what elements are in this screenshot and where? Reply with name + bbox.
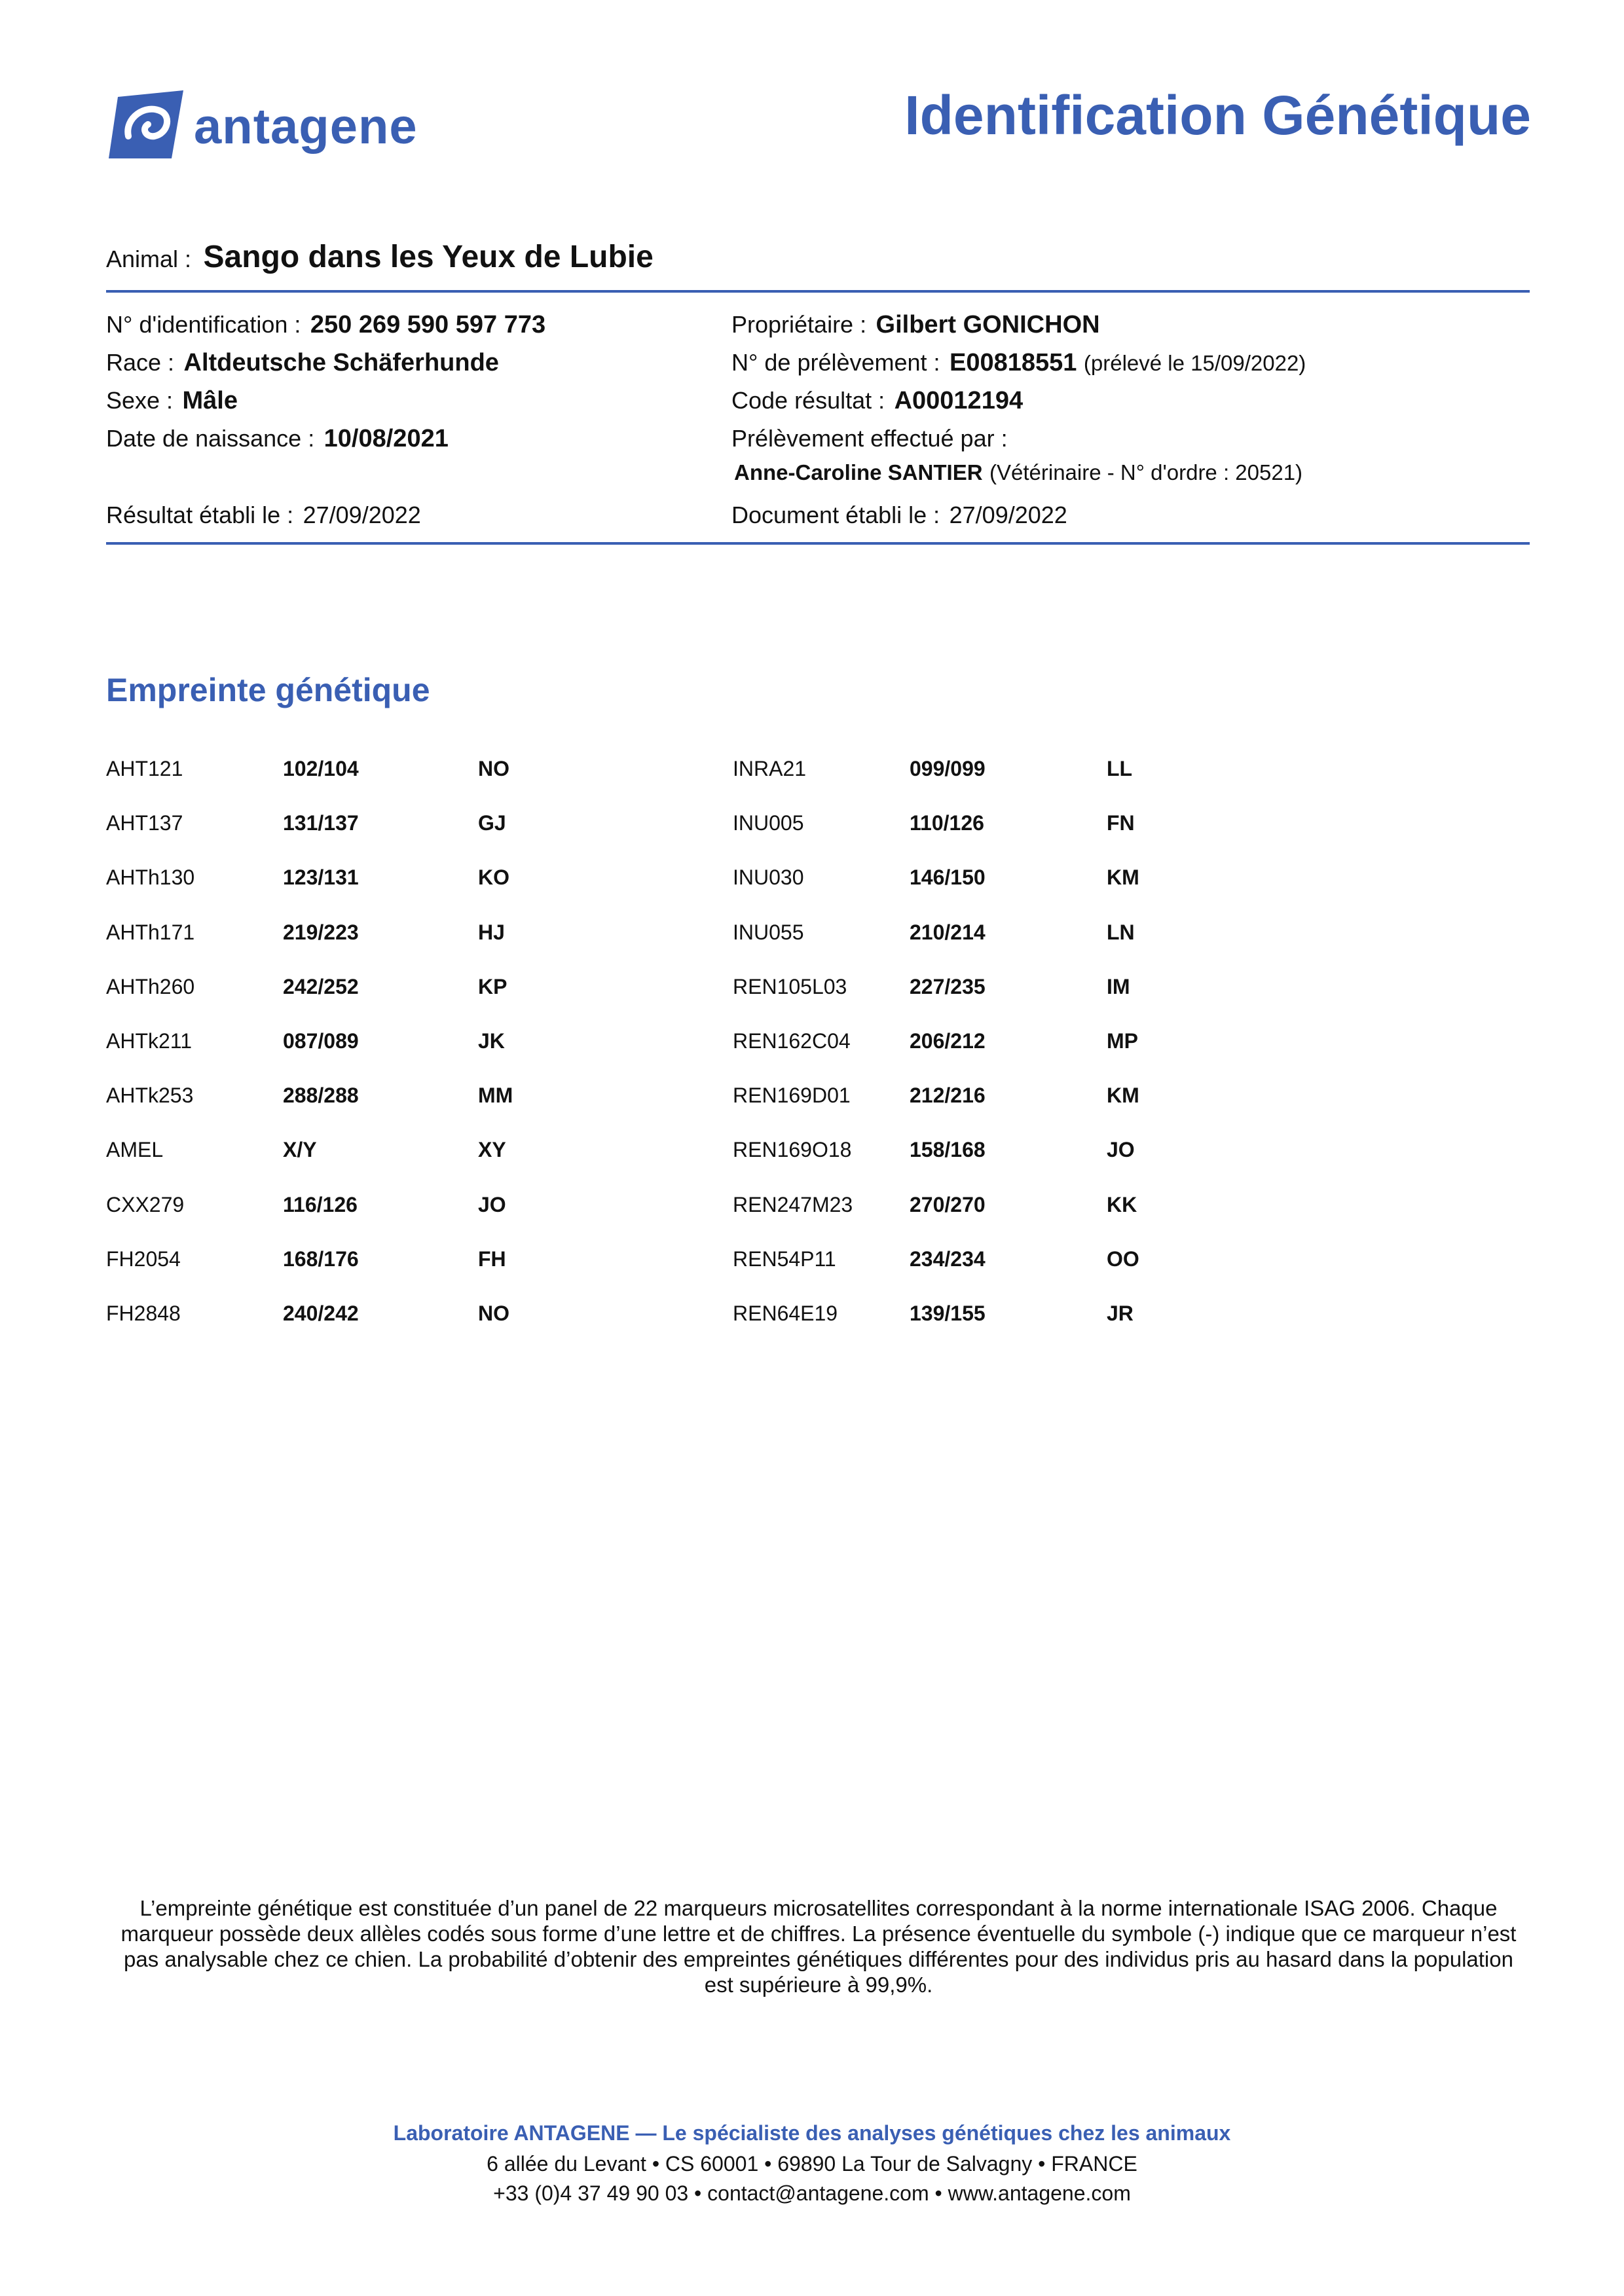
marker-alleles: 146/150 <box>910 866 986 889</box>
marker-marker: FH2054 <box>106 1247 181 1271</box>
sexe-label: Sexe : <box>106 387 174 414</box>
marker-code: KO <box>478 866 509 889</box>
vet-note: (Vétérinaire - N° d'ordre : 20521) <box>989 460 1303 484</box>
marker-code: KP <box>478 975 507 998</box>
marker-alleles: 288/288 <box>283 1084 359 1107</box>
result-date-value: 27/09/2022 <box>303 501 421 528</box>
marker-alleles: 242/252 <box>283 975 359 998</box>
sample-note: (prélevé le 15/09/2022) <box>1083 351 1306 375</box>
marker-marker: INRA21 <box>733 757 807 780</box>
marker-code: MM <box>478 1084 513 1107</box>
marker-alleles: 219/223 <box>283 920 359 944</box>
document-title: Identification Génétique <box>904 84 1531 146</box>
marker-marker: AHT121 <box>106 757 183 780</box>
race-value: Altdeutsche Schäferhunde <box>183 349 499 376</box>
sexe-value: Mâle <box>182 387 238 414</box>
marker-code: FN <box>1107 811 1135 835</box>
marker-marker: REN54P11 <box>733 1247 836 1271</box>
marker-marker: FH2848 <box>106 1302 181 1325</box>
marker-alleles: 087/089 <box>283 1029 359 1053</box>
marker-alleles: 099/099 <box>910 757 986 780</box>
marker-code: NO <box>478 757 509 780</box>
sampled-by-label: Prélèvement effectué par : <box>731 425 1008 452</box>
sampled-by-row <box>731 425 1008 452</box>
marker-code: KM <box>1107 866 1139 889</box>
marker-marker: REN105L03 <box>733 975 847 998</box>
marker-code: JO <box>1107 1138 1135 1161</box>
sample-label: N° de prélèvement : <box>731 349 940 376</box>
doc-date-label: Document établi le : <box>731 501 940 528</box>
marker-marker: REN169D01 <box>733 1084 851 1107</box>
marker-alleles: 110/126 <box>910 811 984 835</box>
marker-code: KM <box>1107 1084 1139 1107</box>
race-row <box>106 349 499 377</box>
birth-value: 10/08/2021 <box>323 425 449 452</box>
id-row <box>106 311 545 339</box>
marker-alleles: X/Y <box>283 1138 317 1161</box>
code-row <box>731 387 1023 415</box>
result-date-label: Résultat établi le : <box>106 501 294 528</box>
marker-alleles: 240/242 <box>283 1302 359 1325</box>
marker-alleles: 212/216 <box>910 1084 986 1107</box>
marker-code: JK <box>478 1029 505 1053</box>
marker-alleles: 227/235 <box>910 975 986 998</box>
divider-top <box>106 290 1530 293</box>
marker-marker: INU055 <box>733 920 804 944</box>
marker-marker: AHTk253 <box>106 1084 194 1107</box>
fingerprint-title: Empreinte génétique <box>106 672 430 708</box>
marker-code: JR <box>1107 1302 1134 1325</box>
result-date-row <box>106 501 421 529</box>
id-label: N° d'identification : <box>106 311 301 338</box>
antagene-logo-icon <box>106 85 191 164</box>
footer-contact: +33 (0)4 37 49 90 03 • contact@antagene.com • www.antagene.com <box>493 2181 1131 2205</box>
explanation-note: L’empreinte génétique est constituée d’un panel de 22 marqueurs microsatellites correspondant à la norme internationale ISAG 2006. Chaque marqueur possède deux allèles codés sous forme d’une lettre et de chiffres. La présence éventuelle du symbole (-) indique que ce marqueur n’est pas analysable chez ce chien. La probabilité d’obtenir des empreintes génétiques différentes pour des individus pris au hasard dans la population est supérieure à 99,9%. <box>120 1896 1517 1997</box>
marker-code: LL <box>1107 757 1133 780</box>
marker-marker: REN247M23 <box>733 1193 853 1216</box>
marker-marker: REN162C04 <box>733 1029 851 1053</box>
sample-value: E00818551 <box>950 349 1077 376</box>
sample-row <box>731 349 1306 377</box>
doc-date-row <box>731 501 1067 529</box>
marker-code: HJ <box>478 920 505 944</box>
marker-marker: CXX279 <box>106 1193 185 1216</box>
vet-name: Anne-Caroline SANTIER <box>734 460 983 484</box>
marker-code: KK <box>1107 1193 1137 1216</box>
marker-code: NO <box>478 1302 509 1325</box>
divider-bottom <box>106 542 1530 545</box>
marker-alleles: 131/137 <box>283 811 359 835</box>
marker-alleles: 123/131 <box>283 866 359 889</box>
marker-code: MP <box>1107 1029 1138 1053</box>
marker-code: JO <box>478 1193 506 1216</box>
owner-row <box>731 311 1100 339</box>
marker-alleles: 270/270 <box>910 1193 986 1216</box>
animal-label: Animal : <box>106 246 192 272</box>
marker-marker: AHTk211 <box>106 1029 193 1053</box>
footer-lab: Laboratoire ANTAGENE — Le spécialiste des analyses génétiques chez les animaux <box>393 2121 1231 2145</box>
marker-alleles: 158/168 <box>910 1138 986 1161</box>
doc-date-value: 27/09/2022 <box>949 501 1067 528</box>
code-value: A00012194 <box>894 387 1024 414</box>
id-value: 250 269 590 597 773 <box>310 311 546 338</box>
marker-code: LN <box>1107 920 1135 944</box>
owner-value: Gilbert GONICHON <box>876 311 1100 338</box>
marker-code: GJ <box>478 811 506 835</box>
sexe-row <box>106 387 238 415</box>
marker-alleles: 206/212 <box>910 1029 986 1053</box>
marker-alleles: 234/234 <box>910 1247 986 1271</box>
marker-code: XY <box>478 1138 506 1161</box>
marker-marker: AHT137 <box>106 811 183 835</box>
footer-address: 6 allée du Levant • CS 60001 • 69890 La Tour de Salvagny • FRANCE <box>487 2152 1137 2176</box>
marker-code: OO <box>1107 1247 1139 1271</box>
marker-alleles: 168/176 <box>283 1247 359 1271</box>
code-label: Code résultat : <box>731 387 885 414</box>
marker-alleles: 116/126 <box>283 1193 358 1216</box>
marker-code: FH <box>478 1247 506 1271</box>
animal-name: Sango dans les Yeux de Lubie <box>203 240 654 274</box>
marker-alleles: 102/104 <box>283 757 359 780</box>
race-label: Race : <box>106 349 175 376</box>
marker-marker: AHTh171 <box>106 920 195 944</box>
marker-marker: REN169O18 <box>733 1138 852 1161</box>
birth-row <box>106 425 449 453</box>
vet-row <box>734 460 1302 485</box>
marker-marker: AMEL <box>106 1138 164 1161</box>
marker-marker: INU030 <box>733 866 804 889</box>
marker-marker: REN64E19 <box>733 1302 838 1325</box>
marker-marker: AHTh260 <box>106 975 195 998</box>
animal-line <box>106 239 654 275</box>
marker-marker: AHTh130 <box>106 866 195 889</box>
marker-alleles: 139/155 <box>910 1302 986 1325</box>
brand-name: antagene <box>194 99 418 155</box>
birth-label: Date de naissance : <box>106 425 315 452</box>
owner-label: Propriétaire : <box>731 311 867 338</box>
marker-code: IM <box>1107 975 1130 998</box>
marker-marker: INU005 <box>733 811 804 835</box>
marker-alleles: 210/214 <box>910 920 986 944</box>
